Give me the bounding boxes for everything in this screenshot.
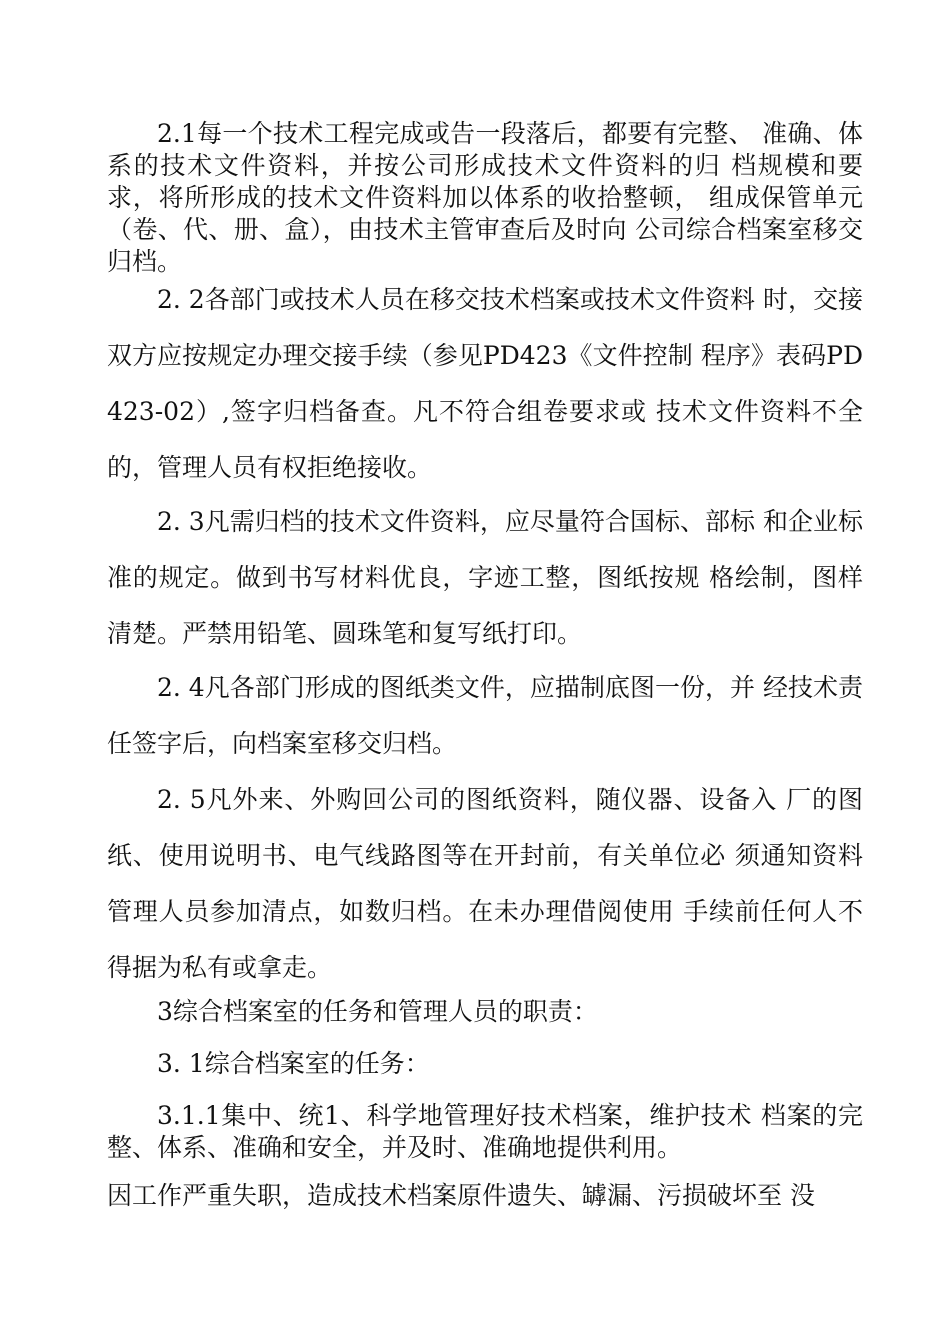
paragraph-2-4: 2. 4凡各部门形成的图纸类文件，应描制底图一份，并 经技术责任签字后，向档案室移交归档。 bbox=[107, 673, 863, 758]
section-3-heading: 3综合档案室的任务和管理人员的职责： bbox=[157, 997, 598, 1026]
paragraph-continuation: 因工作严重失职，造成技术档案原件遗失、罅漏、污损破坏至 没 bbox=[107, 1181, 815, 1210]
section-3-1-heading: 3. 1综合档案室的任务： bbox=[157, 1049, 430, 1078]
paragraph-2-5: 2. 5凡外来、外购回公司的图纸资料，随仪器、设备入 厂的图纸、使用说明书、电气线路图等在开封前，有关单位必 须通知资料管理人员参加清点，如数归档。在未办理借阅使用 手续前任何人不得据为私有或拿走。 bbox=[107, 785, 863, 982]
paragraph-2-2: 2. 2各部门或技术人员在移交技术档案或技术文件资料 时，交接双方应按规定办理交接手续（参见PD423《文件控制 程序》表码PD423-02）,签字归档备查。凡不符合组卷要求或 技术文件资料不全的，管理人员有权拒绝接收。 bbox=[107, 285, 863, 482]
paragraph-2-3: 2. 3凡需归档的技术文件资料，应尽量符合国标、部标 和企业标准的规定。做到书写材料优良，字迹工整，图纸按规 格绘制，图样清楚。严禁用铅笔、圆珠笔和复写纸打印。 bbox=[107, 507, 863, 648]
paragraph-2-1: 2.1每一个技术工程完成或告一段落后，都要有完整、 准确、体系的技术文件资料，并按公司形成技术文件资料的归 档规模和要求，将所形成的技术文件资料加以体系的收拾整顿， 组成保管单元（卷、代、册、盒），由技术主管审查后及时向 公司综合档案室移交归档。 bbox=[107, 119, 863, 276]
paragraph-3-1-1: 3.1.1集中、统1、科学地管理好技术档案，维护技术 档案的完整、体系、准确和安全，并及时、准确地提供利用。 bbox=[107, 1101, 863, 1162]
